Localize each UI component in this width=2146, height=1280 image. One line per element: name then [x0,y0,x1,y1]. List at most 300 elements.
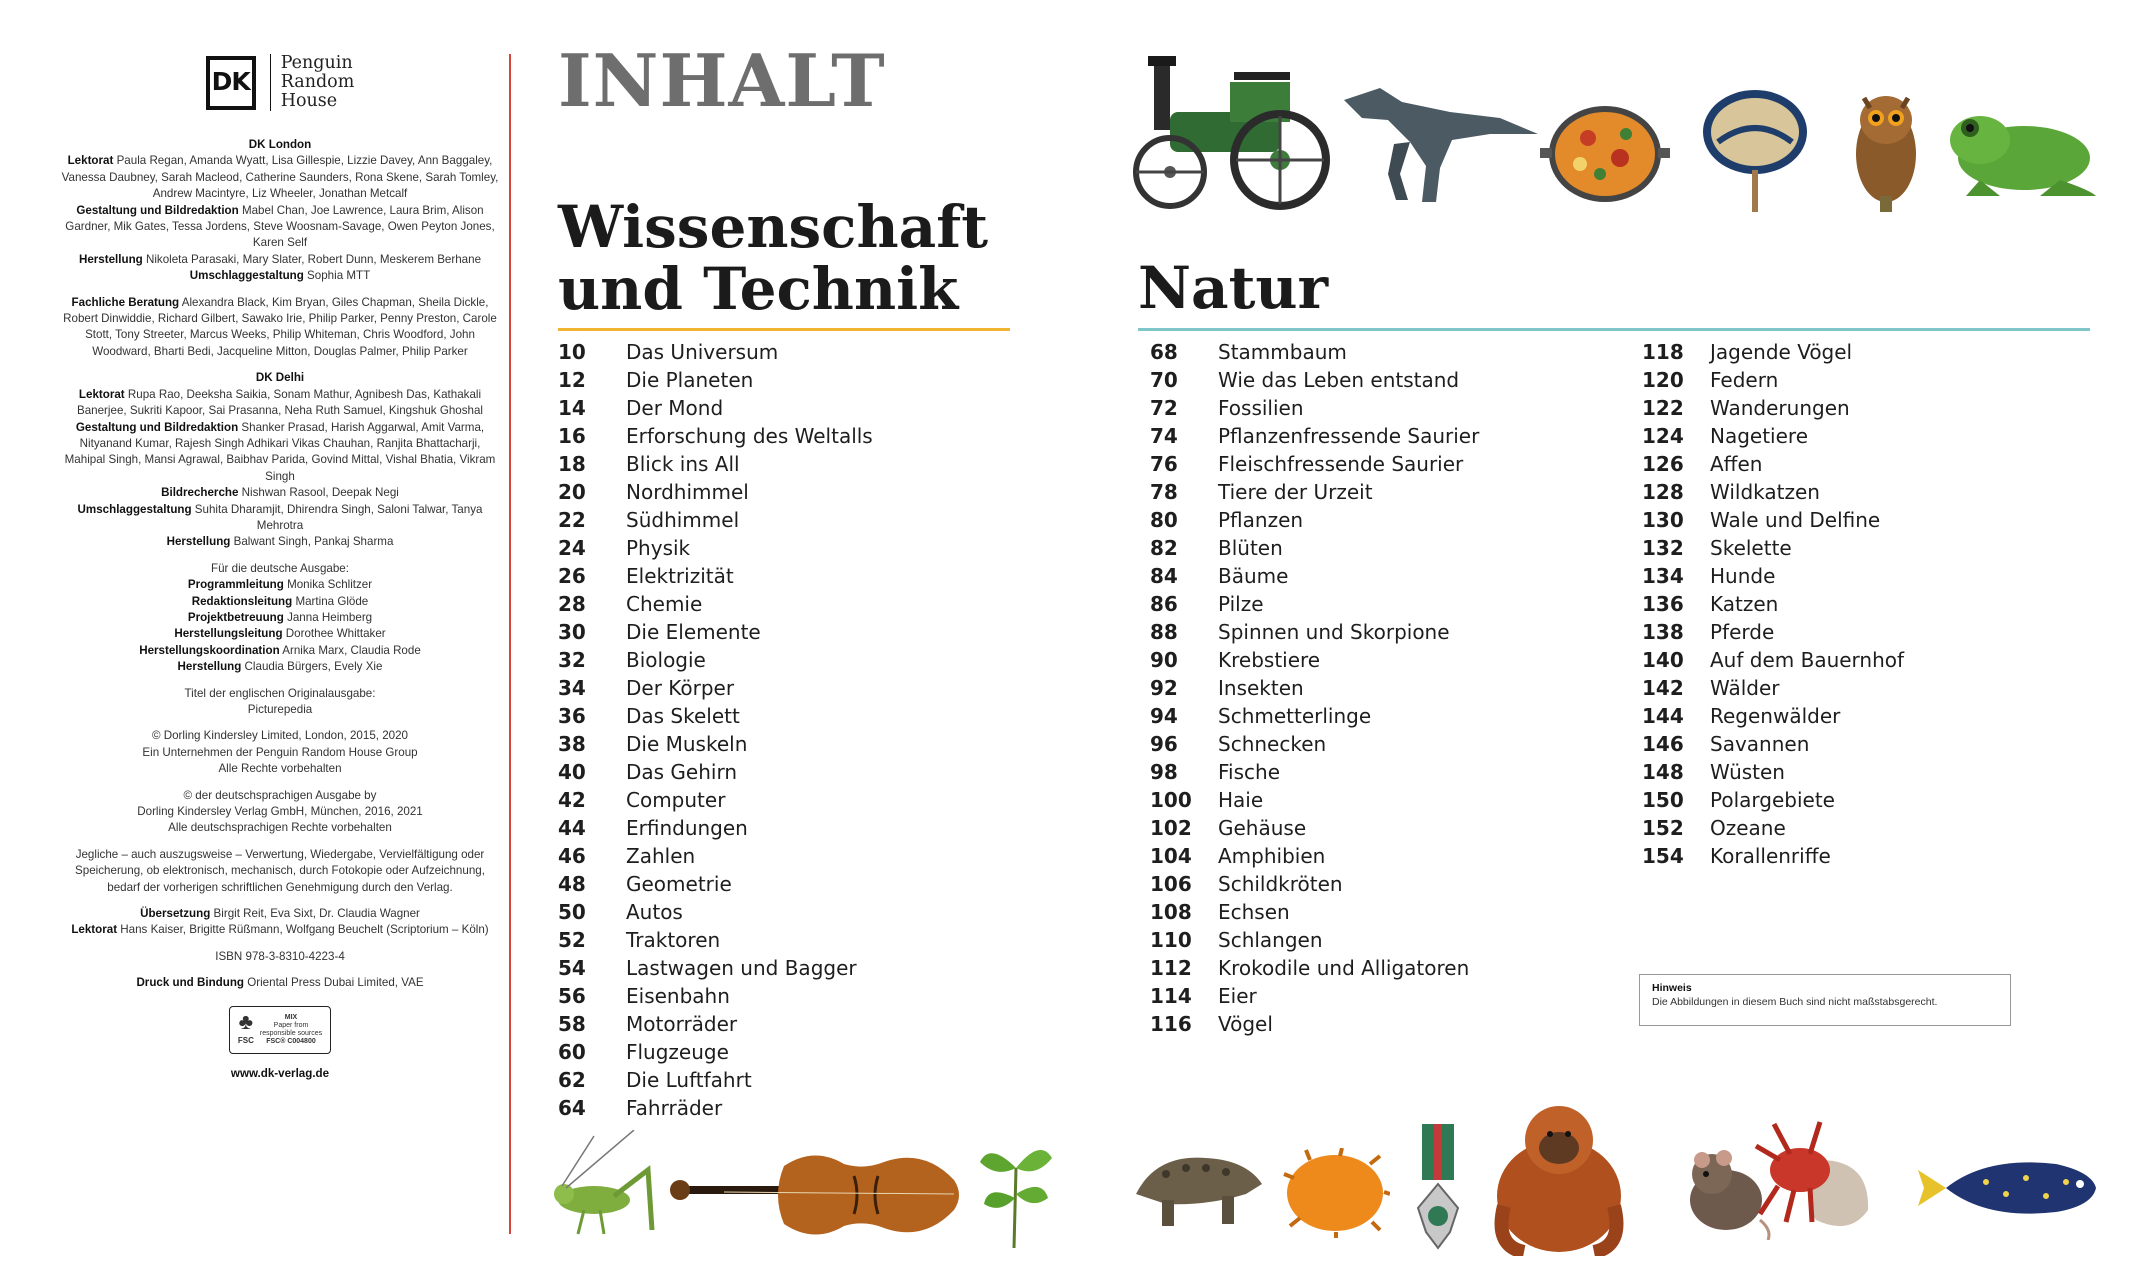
toc-title: Der Körper [626,676,735,700]
toc-entry [1150,422,1479,450]
toc-title: Auf dem Bauernhof [1710,648,1905,672]
toc-page-number: 82 [1150,536,1178,560]
toc-entry [1642,842,1904,870]
toc-entry [1642,786,1904,814]
toc-page-number: 40 [558,760,586,784]
toc-page-number: 44 [558,816,586,840]
credit-role: Umschlaggestaltung [77,502,192,516]
hermit-crab-icon [1750,1110,1880,1240]
toc-title: Fleischfressende Saurier [1218,452,1464,476]
publisher-line: Penguin [280,53,353,73]
toc-entry [1642,394,1904,422]
toc-page-number: 54 [558,956,586,980]
toc-entry [558,562,873,590]
toc-page-number: 52 [558,928,586,952]
toc-page-number: 86 [1150,592,1178,616]
toc-entry [1150,758,1479,786]
toc-title: Schlangen [1218,928,1323,952]
toc-title: Gehäuse [1218,816,1307,840]
legal-notice: Jegliche – auch auszugsweise – Verwertung, Wiedergabe, Vervielfältigung oder Speicherung, ob elektronisch, mechanisch, durch Fotokopie oder Aufzeichnung, bedarf der vorherigen schriftlichen Genehmigung durch den Verlag. [75,847,485,894]
boxfish-icon [1916,1148,2102,1228]
credit-role: Fachliche Beratung [71,295,180,309]
toc-entry [1150,590,1479,618]
toc-page-number: 60 [558,1040,586,1064]
toc-entry [558,674,873,702]
toc-entry [1150,674,1479,702]
toc-entry [1642,814,1904,842]
dk-delhi-credits [60,370,500,550]
credits-heading: Für die deutsche Ausgabe: [211,561,349,575]
toc-title: Echsen [1218,900,1290,924]
toc-entry [1642,618,1904,646]
toc-entry [1150,926,1479,954]
fsc-line: Paper from [273,1021,309,1029]
toc-entry [558,898,873,926]
credit-names: Mabel Chan, Joe Lawrence, Laura Brim, Alison Gardner, Mik Gates, Tessa Jordens, Steve Woosnam-Savage, Owen Peyton Jones, Karen Self [65,203,495,250]
toc-entry [1150,506,1479,534]
toc-page-number: 104 [1150,844,1192,868]
section-title-line: und Technik [558,255,959,323]
toc-page-number: 118 [1642,340,1684,364]
owl-icon [1846,84,1926,214]
toc-page-number: 112 [1150,956,1192,980]
toc-title: Physik [626,536,691,560]
toc-entry [1150,842,1479,870]
toc-page-number: 16 [558,424,586,448]
toc-title: Krokodile und Alligatoren [1218,956,1470,980]
toc-page-number: 70 [1150,368,1178,392]
toc-entry [1150,730,1479,758]
section-title-line: Natur [1138,254,1329,322]
toc-title: Wie das Leben entstand [1218,368,1460,392]
toc-entry [1642,562,1904,590]
toc-title: Traktoren [626,928,721,952]
toc-title: Wüsten [1710,760,1785,784]
ankylosaur-icon [1126,1134,1266,1234]
toc-title: Fahrräder [626,1096,723,1120]
toc-page-number: 68 [1150,340,1178,364]
credit-line [60,485,500,501]
toc-title: Motorräder [626,1012,738,1036]
toc-title: Eisenbahn [626,984,730,1008]
toc-entry [558,814,873,842]
tree-icon: ♣ [238,1008,254,1034]
toc-entry [558,1066,873,1094]
toc-title: Das Skelett [626,704,740,728]
toc-entry [558,1094,873,1122]
credit-line [60,203,500,252]
credit-line [60,268,500,284]
toc-entry [1642,366,1904,394]
toc-entry [558,534,873,562]
toc-title: Amphibien [1218,844,1326,868]
toc-entry [1150,534,1479,562]
toc-entry [1150,338,1479,366]
toc-entry [1150,898,1479,926]
paella-icon [1540,98,1670,208]
credit-role: Umschlaggestaltung [189,269,304,283]
toc-entry [558,366,873,394]
section-title-nature [1138,254,1329,322]
credits-heading: DK Delhi [255,371,305,385]
toc-entry [558,394,873,422]
toc-page-number: 58 [558,1012,586,1036]
credit-names: Suhita Dharamjit, Dhirendra Singh, Saloni Talwar, Tanya Mehrotra [191,502,483,532]
credit-names: Nikoleta Parasaki, Mary Slater, Robert Dunn, Meskerem Berhane [142,252,482,266]
copyright-line: Ein Unternehmen der Penguin Random House Group [142,745,418,759]
hint-text: Die Abbildungen in diesem Buch sind nicht maßstabsgerecht. [1652,996,1938,1008]
toc-entry [1642,702,1904,730]
copyright-de [60,788,500,837]
toc-page-number: 74 [1150,424,1178,448]
toc-page-number: 78 [1150,480,1178,504]
toc-entry [1642,534,1904,562]
original-title-value: Picturepedia [247,703,313,716]
toc-page-number: 14 [558,396,586,420]
toc-entry [1642,338,1904,366]
credit-role: Lektorat [78,387,125,401]
credit-names: Dorothee Whittaker [282,627,386,641]
toc-list-nature [1150,338,1479,1038]
toc-page-number: 138 [1642,620,1684,644]
section-title-science [558,193,988,323]
toc-title: Die Elemente [626,620,761,644]
translation-credits [60,906,500,939]
toc-entry [558,786,873,814]
toc-page-number: 128 [1642,480,1684,504]
toc-entry [558,1010,873,1038]
ginkgo-icon [970,1128,1060,1248]
toc-title: Stammbaum [1218,340,1347,364]
credit-role: Herstellungsleitung [174,627,283,641]
publisher-line: House [280,91,338,111]
toc-title: Die Muskeln [626,732,748,756]
credit-role: Übersetzung [140,907,211,921]
toc-entry [558,450,873,478]
fsc-label [229,1006,331,1054]
credit-role: Druck und Bindung [136,976,244,990]
toc-title: Wälder [1710,676,1780,700]
credit-role: Redaktionsleitung [191,594,293,608]
orangutan-icon [1484,1096,1634,1256]
dk-london-credits [60,137,500,285]
toc-title: Affen [1710,452,1763,476]
toc-entry [1150,1010,1479,1038]
toc-page-number: 106 [1150,872,1192,896]
toc-entry [558,1038,873,1066]
toc-entry [558,618,873,646]
credit-line [60,252,500,268]
toc-page-number: 36 [558,704,586,728]
page-title: INHALT [558,38,886,123]
toc-page-number: 108 [1150,900,1192,924]
toc-entry [1150,394,1479,422]
toc-entry [558,758,873,786]
credit-role: Herstellung [177,660,242,674]
toc-title: Eier [1218,984,1257,1008]
copyright-line: Alle Rechte vorbehalten [218,762,342,776]
print-credits [60,975,500,991]
toc-title: Das Universum [626,340,779,364]
toc-entry [1150,982,1479,1010]
hint-label: Hinweis [1652,982,1692,994]
fsc-logo-icon [237,1008,254,1049]
toc-entry [558,506,873,534]
toc-entry [1642,590,1904,618]
toc-entry [1642,506,1904,534]
toc-title: Pferde [1710,620,1775,644]
toc-title: Korallenriffe [1710,844,1831,868]
fsc-line: FSC® C004800 [266,1037,316,1045]
toc-page-number: 72 [1150,396,1178,420]
copyright-line: Dorling Kindersley Verlag GmbH, München, 2016, 2021 [137,805,423,819]
credit-role: Projektbetreuung [187,610,284,624]
toc-page-number: 26 [558,564,586,588]
toc-entry [1150,646,1479,674]
toc-page-number: 50 [558,900,586,924]
credit-names: Hans Kaiser, Brigitte Rüßmann, Wolfgang Beuchelt (Scriptorium – Köln) [117,923,489,937]
publisher-line: Random [280,72,355,92]
toc-title: Jagende Vögel [1710,340,1853,364]
toc-title: Ozeane [1710,816,1786,840]
fsc-logo-text: FSC [237,1035,254,1045]
toc-entry [1642,450,1904,478]
publisher-url-text[interactable]: www.dk-verlag.de [230,1067,330,1081]
toc-page-number: 140 [1642,648,1684,672]
toc-page-number: 62 [558,1068,586,1092]
credit-line [60,610,500,626]
credit-names: Paula Regan, Amanda Wyatt, Lisa Gillespie, Lizzie Davey, Ann Baggaley, Vanessa Daubney, Sarah Macleod, Catherine Saunders, Rona Skene, Sarah Tomley, Andrew Macintyre, Liz Wheeler, Jonathan Metcalf [61,154,499,201]
toc-title: Computer [626,788,726,812]
toc-entry [1642,674,1904,702]
advisors-credits [60,295,500,361]
credit-names: Birgit Reit, Eva Sixt, Dr. Claudia Wagner [210,907,420,921]
toc-entry [558,926,873,954]
toc-title: Schnecken [1218,732,1327,756]
toc-list-science [558,338,873,1122]
credit-role: Lektorat [67,154,114,168]
toc-entry [1150,562,1479,590]
credit-role: Bildrecherche [161,486,239,500]
kiwano-fruit-icon [1280,1148,1390,1238]
credit-line [60,502,500,535]
fsc-line: responsible sources [259,1029,323,1037]
toc-page-number: 64 [558,1096,586,1120]
toc-page-number: 20 [558,480,586,504]
credit-names: Balwant Singh, Pankaj Sharma [230,535,394,549]
credit-names: Shanker Prasad, Harish Aggarwal, Amit Varma, Nityanand Kumar, Rajesh Singh Adhikari Vikas Chauhan, Ranjita Bhattacharji, Mahipal Singh, Mansi Agrawal, Baibhav Parida, Govind Mittal, Vishal Bhatia, Vikram Singh [64,420,496,483]
toc-page-number: 116 [1150,1012,1192,1036]
toc-title: Fossilien [1218,396,1304,420]
traction-engine-icon [1110,52,1340,212]
toc-title: Blüten [1218,536,1283,560]
toc-page-number: 90 [1150,648,1178,672]
toc-title: Polargebiete [1710,788,1835,812]
imprint-column [60,54,500,1083]
column-divider [509,54,511,1234]
toc-page-number: 42 [558,788,586,812]
toc-title: Pflanzenfressende Saurier [1218,424,1480,448]
toc-title: Regenwälder [1710,704,1841,728]
toc-entry [1150,450,1479,478]
toc-page-number: 56 [558,984,586,1008]
credit-names: Claudia Bürgers, Evely Xie [241,660,383,674]
toc-entry [1642,422,1904,450]
toc-page-number: 102 [1150,816,1192,840]
toc-entry [558,870,873,898]
toc-page-number: 110 [1150,928,1192,952]
section-title-line: Wissenschaft [558,193,988,261]
credit-role: Programmleitung [187,578,284,592]
toc-title: Wanderungen [1710,396,1850,420]
toc-title: Erfindungen [626,816,748,840]
toc-page-number: 18 [558,452,586,476]
toc-page-number: 46 [558,844,586,868]
toc-page-number: 152 [1642,816,1684,840]
penguin-random-house-logo [270,54,355,111]
toc-page-number: 96 [1150,732,1178,756]
toc-page-number: 114 [1150,984,1192,1008]
toc-entry [1150,870,1479,898]
toc-page-number: 150 [1642,788,1684,812]
credit-names: Janna Heimberg [283,610,373,624]
toc-title: Die Planeten [626,368,754,392]
toc-title: Wildkatzen [1710,480,1820,504]
credits-heading: DK London [248,138,312,151]
medal-icon [1410,1124,1466,1274]
credit-role: Herstellungskoordination [139,643,280,657]
toc-title: Zahlen [626,844,696,868]
credit-line [60,420,500,486]
toc-title: Insekten [1218,676,1304,700]
credit-line [60,643,500,659]
toc-page-number: 122 [1642,396,1684,420]
toc-page-number: 34 [558,676,586,700]
toc-title: Nagetiere [1710,424,1809,448]
toc-entry [558,478,873,506]
credit-line [60,153,500,202]
credit-role: Herstellung [78,252,143,266]
credit-line [60,626,500,642]
toc-page-number: 88 [1150,620,1178,644]
publisher-url[interactable] [60,1066,500,1082]
toc-title: Chemie [626,592,703,616]
toc-entry [1150,814,1479,842]
credit-role: Lektorat [71,923,118,937]
toc-page-number: 24 [558,536,586,560]
toc-title: Pilze [1218,592,1264,616]
credit-role: Gestaltung und Bildredaktion [76,203,239,217]
toc-title: Krebstiere [1218,648,1321,672]
toc-page-number: 22 [558,508,586,532]
copyright-line: Alle deutschsprachigen Rechte vorbehalten [168,821,392,835]
toc-title: Skelette [1710,536,1792,560]
toc-title: Südhimmel [626,508,740,532]
toc-title: Bäume [1218,564,1289,588]
section-rule-science [558,328,1010,331]
toc-entry [1150,954,1479,982]
section-rule-nature [1138,328,2090,331]
toc-entry [558,702,873,730]
dinosaur-icon [1340,78,1540,208]
toc-entry [1150,478,1479,506]
toc-entry [558,730,873,758]
toc-title: Lastwagen und Bagger [626,956,857,980]
toc-page-number: 48 [558,872,586,896]
credit-line [60,577,500,593]
credit-names: Alexandra Black, Kim Bryan, Giles Chapman, Sheila Dickle, Robert Dinwiddie, Richard Gilbert, Sawako Irie, Philip Parker, Penny Preston, Carole Stott, Tony Streeter, Marcus Weeks, Philip Whiteman, Chris Woodford, John Woodward, Bharti Bedi, Jacqueline Mitton, Douglas Palmer, Philip Parker [63,295,497,358]
toc-entry [1642,758,1904,786]
credit-names: Monika Schlitzer [283,578,373,592]
toc-title: Schildkröten [1218,872,1343,896]
toc-entry [1150,702,1479,730]
copyright-uk [60,728,500,777]
toc-page-number: 80 [1150,508,1178,532]
toc-title: Der Mond [626,396,724,420]
fsc-text [260,1014,322,1046]
credit-line [60,534,500,550]
toc-page-number: 32 [558,648,586,672]
toc-page-number: 28 [558,592,586,616]
toc-page-number: 130 [1642,508,1684,532]
isbn: ISBN 978-3-8310-4223-4 [215,949,345,963]
toc-entry [1150,366,1479,394]
violin-icon [664,1140,964,1250]
toc-title: Vögel [1218,1012,1273,1036]
credit-line [60,922,500,938]
hint-box [1639,974,2011,1026]
toc-page-number: 146 [1642,732,1684,756]
credit-role: Gestaltung und Bildredaktion [75,420,239,434]
toc-page-number: 12 [558,368,586,392]
toc-title: Elektrizität [626,564,734,588]
toc-page-number: 38 [558,732,586,756]
credit-line [60,906,500,922]
toc-entry [1642,478,1904,506]
toc-page-number: 144 [1642,704,1684,728]
toc-page-number: 30 [558,620,586,644]
publisher-logo [60,54,500,111]
toc-entry [558,422,873,450]
toc-page-number: 142 [1642,676,1684,700]
toc-title: Die Luftfahrt [626,1068,752,1092]
credit-names: Oriental Press Dubai Limited, VAE [244,976,424,990]
toc-title: Nordhimmel [626,480,749,504]
toc-entry [558,646,873,674]
credit-names: Arnika Marx, Claudia Rode [279,643,421,657]
toc-title: Biologie [626,648,706,672]
toc-title: Wale und Delfine [1710,508,1881,532]
grasshopper-icon [544,1130,664,1240]
toc-title: Savannen [1710,732,1810,756]
toc-page-number: 98 [1150,760,1178,784]
credit-line [60,659,500,675]
toc-entry [558,842,873,870]
toc-title: Tiere der Urzeit [1218,480,1373,504]
toc-page-number: 154 [1642,844,1684,868]
toc-title: Fische [1218,760,1281,784]
toc-page-number: 84 [1150,564,1178,588]
toc-page-number: 132 [1642,536,1684,560]
toc-entry [1150,618,1479,646]
toc-entry [1150,786,1479,814]
frog-icon [1940,100,2100,200]
toc-title: Schmetterlinge [1218,704,1372,728]
copyright-line: © Dorling Kindersley Limited, London, 2015, 2020 [151,729,409,743]
credit-line [60,594,500,610]
toc-entry [558,954,873,982]
credit-names: Rupa Rao, Deeksha Saikia, Sonam Mathur, Agnibesh Das, Kathakali Banerjee, Sukriti Kapoor, Sai Prasanna, Neha Ruth Samuel, Kingshuk Ghoshal [76,387,484,418]
